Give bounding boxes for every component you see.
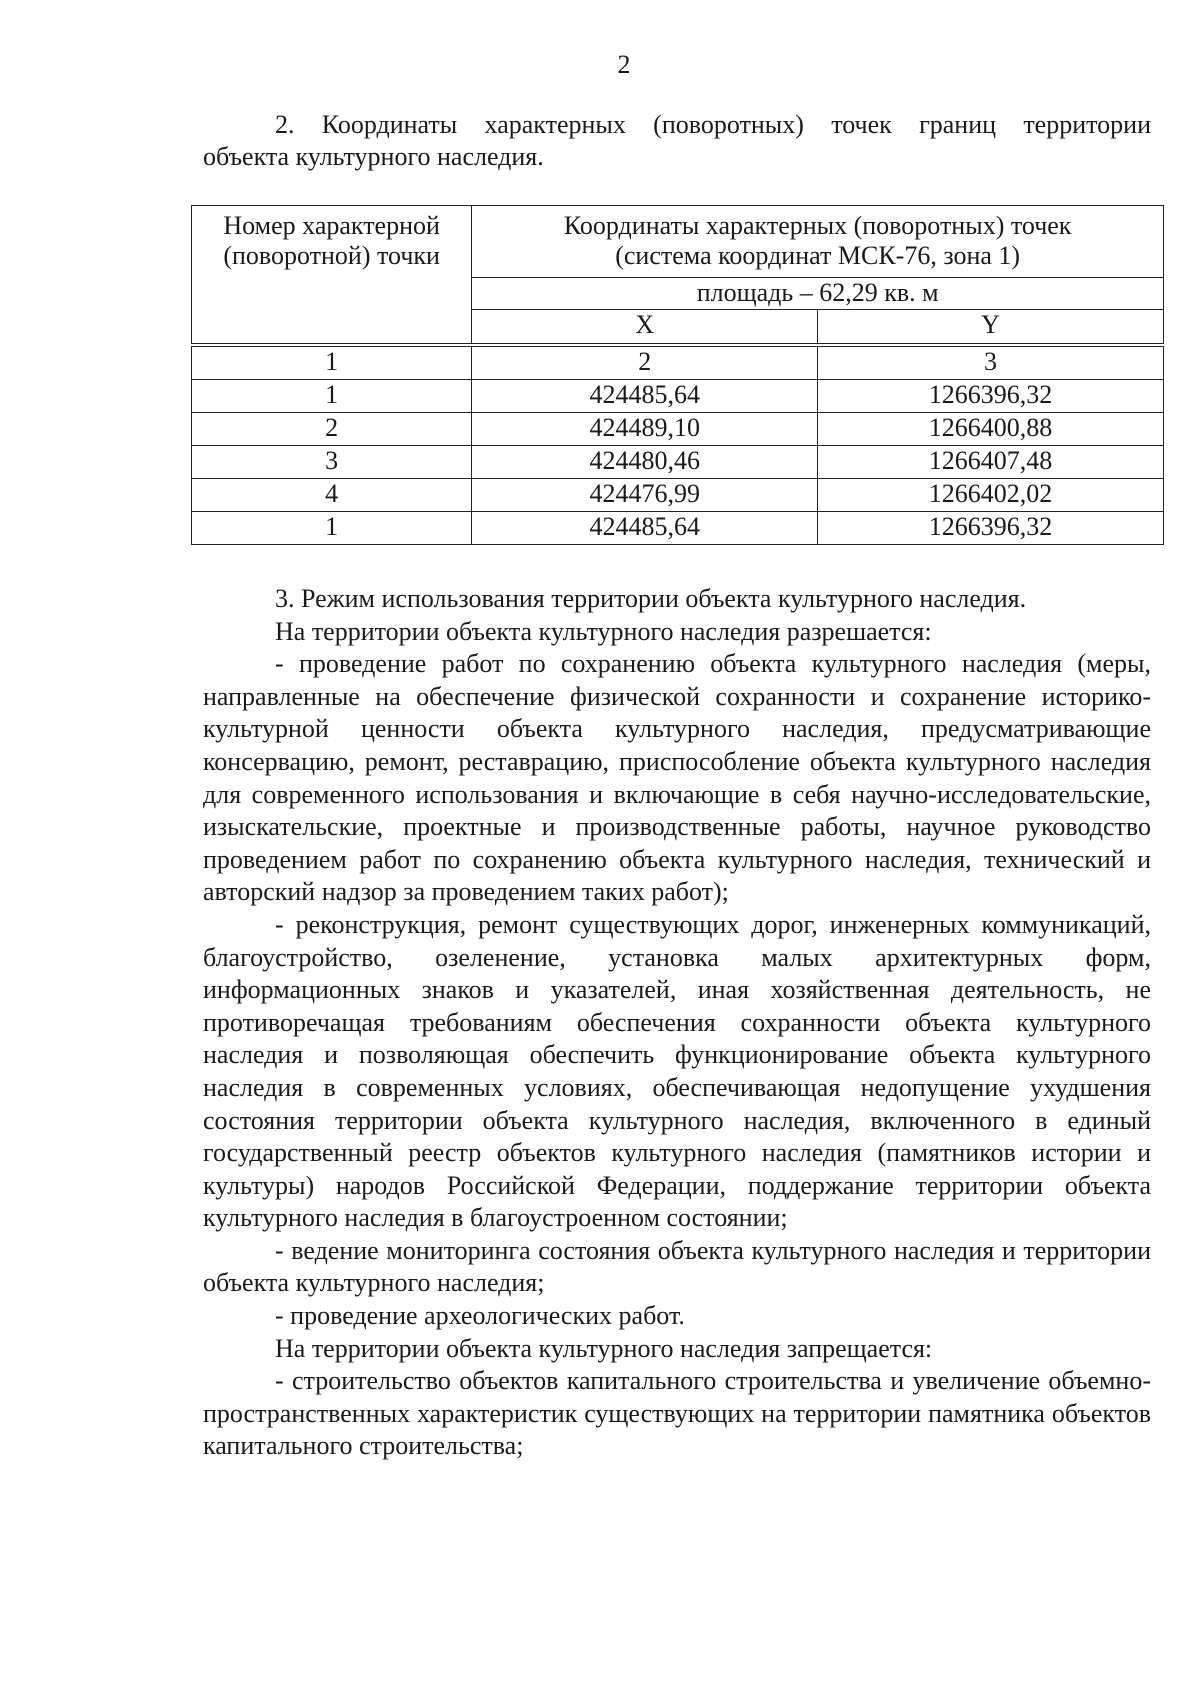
- allowed-item: - реконструкция, ремонт существующих дорог, инженерных коммуникаций, благоустройство, озеленение, установка малых архитектурных форм, информационных знаков и указателей, иная хозяйственная деятельность, не противоречащая требованиям обеспечения сохранности объекта культурного наследия и позволяющая обеспечить функционирование объекта культурного наследия в современных условиях, обеспечивающая недопущение ухудшения состояния территории объекта культурного наследия, включенного в единый государственный реестр объектов культурного наследия (памятников истории и культуры) народов Российской Федерации, поддержание территории объекта культурного наследия в благоустроенном состоянии;: [203, 909, 1151, 1233]
- forbidden-intro: На территории объекта культурного наследия запрещается:: [275, 1333, 933, 1363]
- x-cell: 424480,46: [472, 446, 818, 479]
- x-cell: 424476,99: [472, 479, 818, 512]
- coordinates-header-text: Координаты характерных (поворотных) точек (система координат МСК-76, зона 1): [563, 211, 1072, 270]
- section-2-heading-line-1: 2. Координаты характерных (поворотных) точек границ территории: [275, 110, 1151, 139]
- y-cell: 1266400,88: [818, 413, 1164, 446]
- allowed-item: - проведение работ по сохранению объекта культурного наследия (меры, направленные на обеспечение физической сохранности и сохранение историко-культурной ценности объекта культурного наследия, предусматривающие консервацию, ремонт, реставрацию, приспособление объекта культурного наследия для современного использования и включающие в себя научно-исследовательские, изыскательские, проектные и производственные работы, научное руководство проведением работ по сохранению объекта культурного наследия, технический и авторский надзор за проведением таких работ);: [203, 649, 1151, 907]
- table-row: [192, 413, 1164, 446]
- point-cell: 4: [192, 479, 472, 512]
- page-number: 2: [617, 50, 631, 79]
- x-cell: 424489,10: [472, 413, 818, 446]
- table-row: [192, 512, 1164, 545]
- coordinates-header: [472, 206, 1164, 278]
- coordinates-table: [191, 205, 1164, 545]
- y-cell: 1266396,32: [818, 512, 1164, 545]
- column-index-1: 1: [192, 345, 472, 380]
- section-2-heading: [203, 109, 1151, 173]
- allowed-item: - ведение мониторинга состояния объекта культурного наследия и территории объекта культурного наследия;: [203, 1235, 1151, 1298]
- point-cell: 3: [192, 446, 472, 479]
- x-cell: 424485,64: [472, 512, 818, 545]
- allowed-item: - проведение археологических работ.: [275, 1301, 685, 1331]
- y-cell: 1266396,32: [818, 380, 1164, 413]
- x-cell: 424485,64: [472, 380, 818, 413]
- section-2-heading-line-2: объекта культурного наследия.: [203, 142, 544, 171]
- point-cell: 1: [192, 380, 472, 413]
- column-index-3: 3: [818, 345, 1164, 380]
- table-row: [192, 479, 1164, 512]
- y-header: Y: [818, 310, 1164, 346]
- column-index-2: 2: [472, 345, 818, 380]
- column-index-row: [192, 345, 1164, 380]
- section-3: [203, 583, 1151, 1463]
- point-number-header-text: Номер характерной (поворотной) точки: [223, 211, 440, 270]
- section-3-heading: 3. Режим использования территории объекта культурного наследия.: [275, 584, 1027, 613]
- y-cell: 1266407,48: [818, 446, 1164, 479]
- table-header-row: [192, 206, 1164, 278]
- table-row: [192, 380, 1164, 413]
- forbidden-item: - строительство объектов капитального строительства и увеличение объемно-пространственных характеристик существующих на территории памятника объектов капитального строительства;: [203, 1366, 1151, 1461]
- area-cell: площадь – 62,29 кв. м: [472, 278, 1164, 310]
- table-row: [192, 446, 1164, 479]
- point-cell: 1: [192, 512, 472, 545]
- point-cell: 2: [192, 413, 472, 446]
- allowed-intro: На территории объекта культурного наследия разрешается:: [275, 616, 932, 646]
- x-header: X: [472, 310, 818, 346]
- y-cell: 1266402,02: [818, 479, 1164, 512]
- point-number-header: [192, 206, 472, 346]
